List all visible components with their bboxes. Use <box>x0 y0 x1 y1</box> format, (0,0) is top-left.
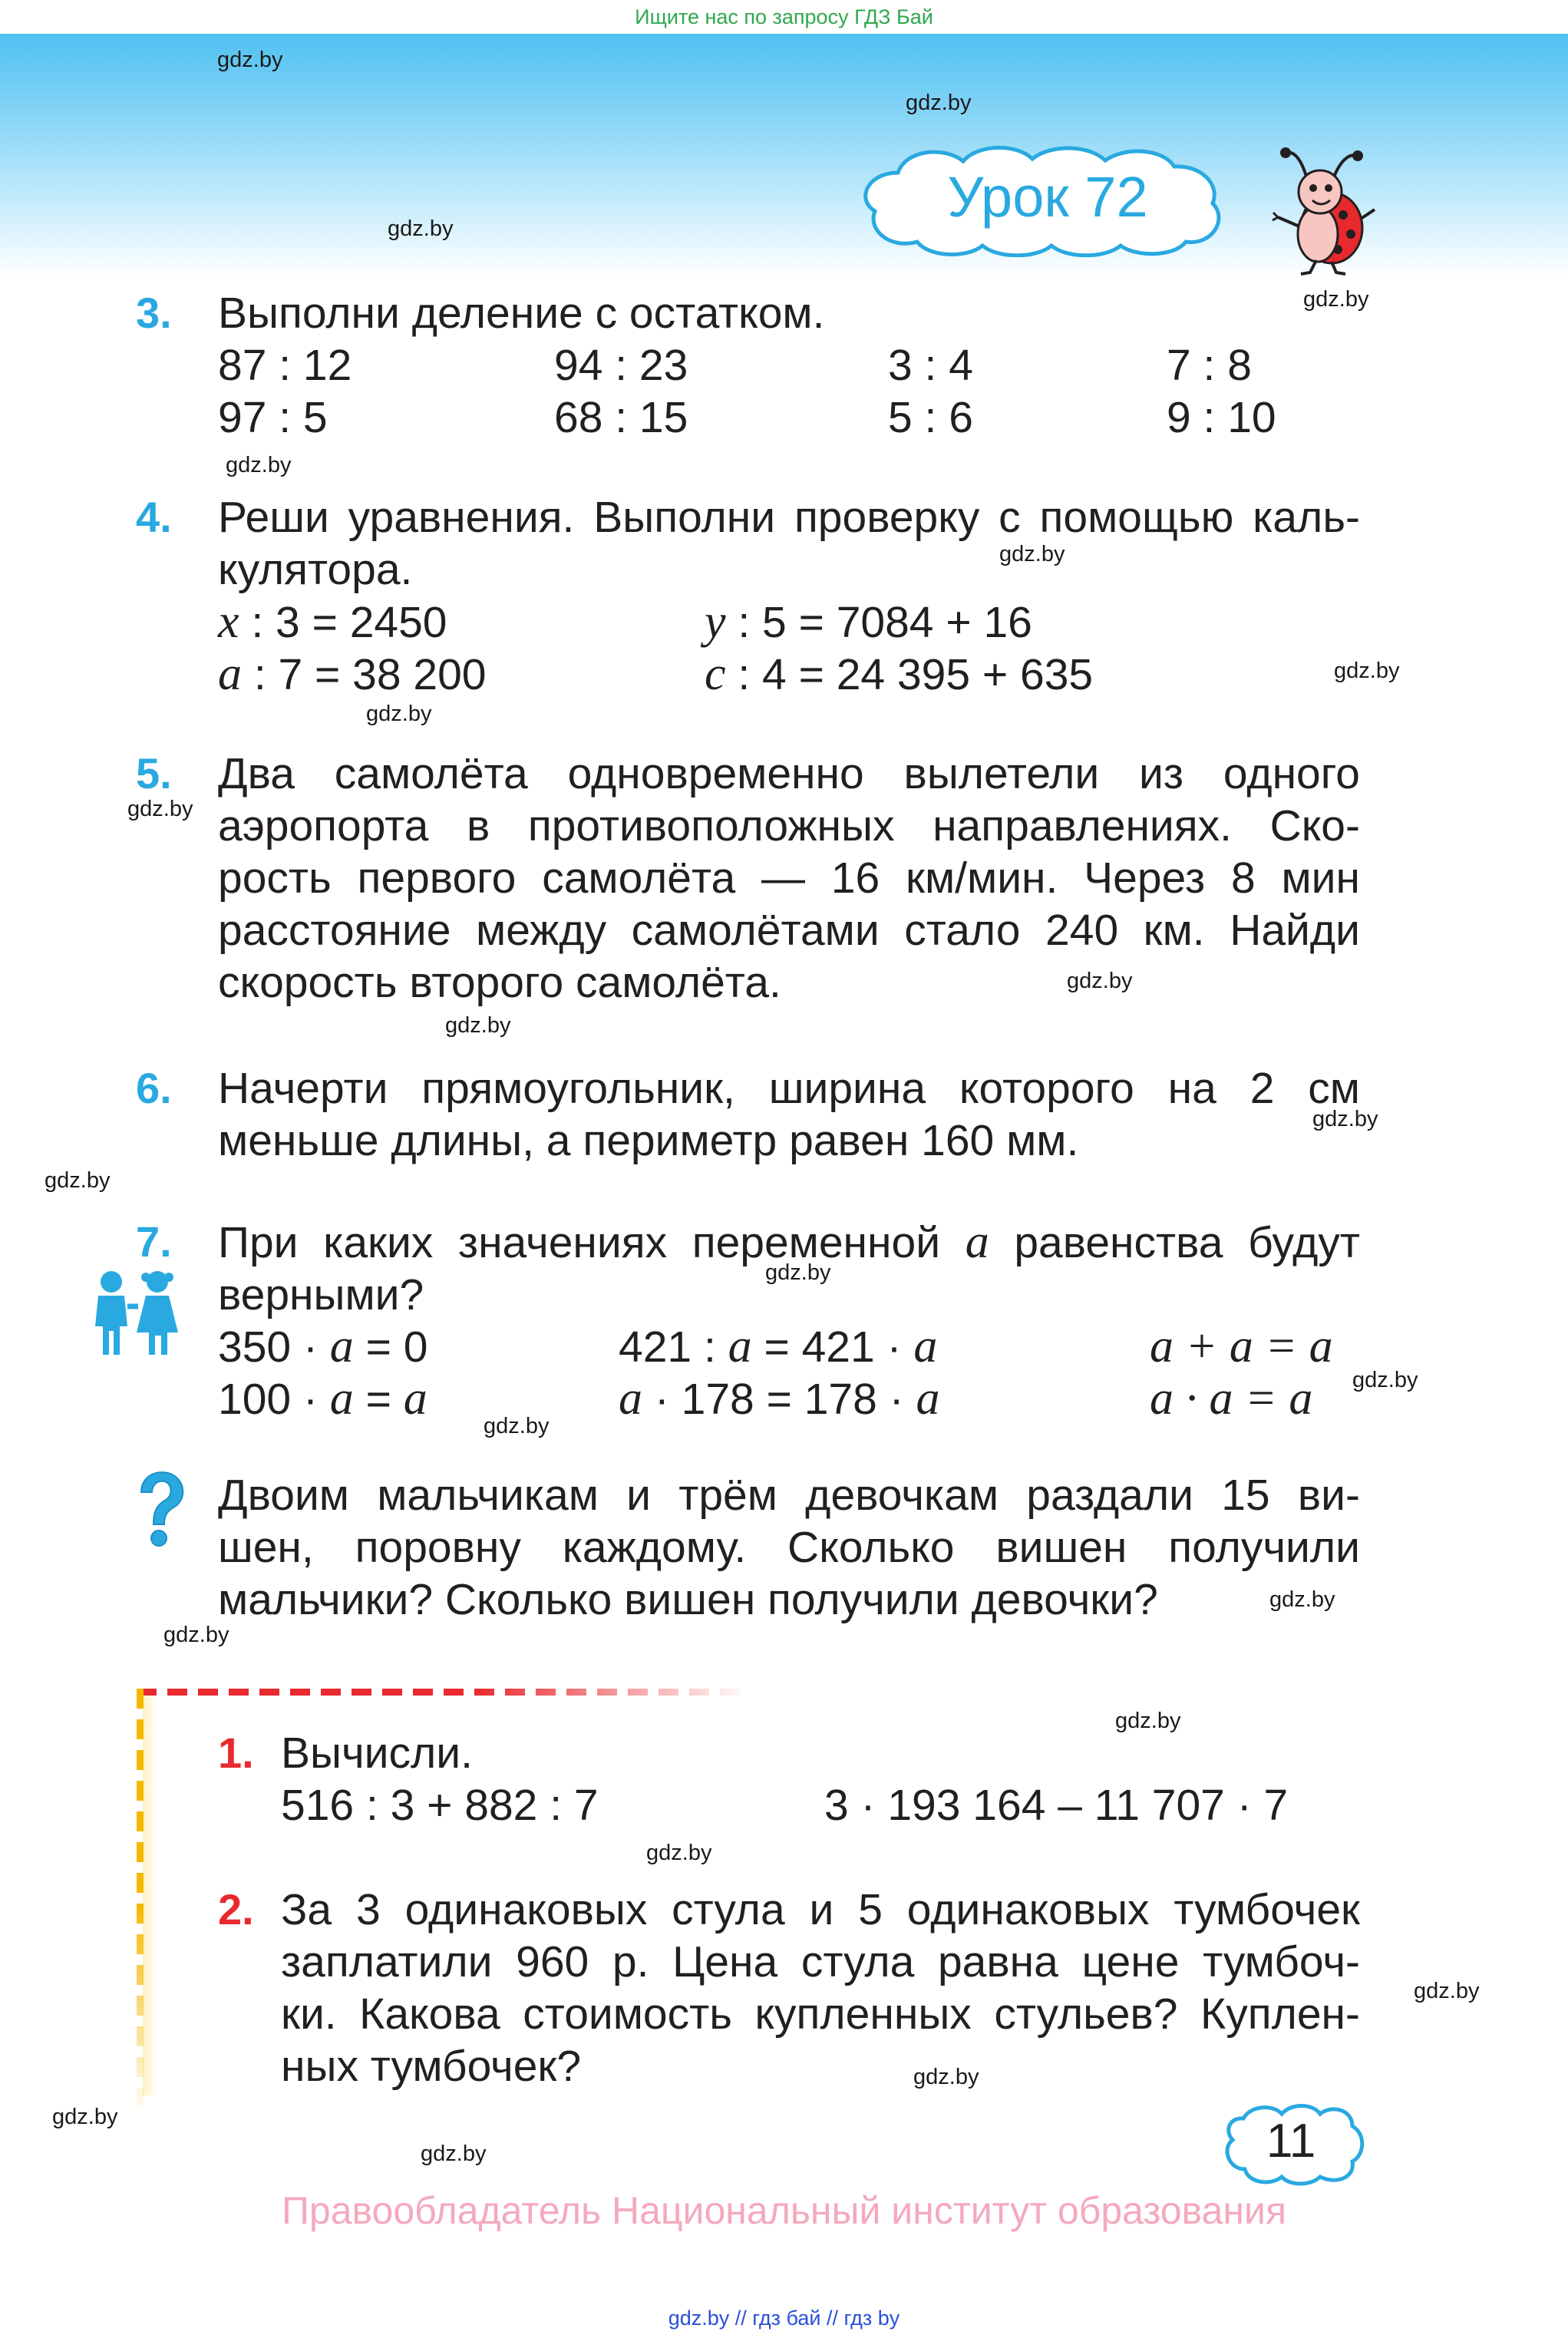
review-box-left-border <box>137 1689 144 2118</box>
pair-work-icon <box>84 1266 184 1359</box>
lesson-title: Урок 72 <box>947 165 1148 229</box>
watermark: gdz.by <box>484 1414 550 1438</box>
watermark: gdz.by <box>1414 1979 1480 2003</box>
review-2-line: ных тумбочек? <box>281 2042 582 2091</box>
watermark: gdz.by <box>1312 1107 1378 1131</box>
watermark: gdz.by <box>646 1841 712 1865</box>
task-7-equality: a + a = a <box>1150 1320 1333 1372</box>
watermark: gdz.by <box>421 2142 487 2166</box>
watermark: gdz.by <box>1269 1587 1335 1612</box>
top-note[interactable]: Ищите нас по запросу ГДЗ Бай <box>0 0 1568 34</box>
watermark: gdz.by <box>1352 1368 1418 1392</box>
watermark: gdz.by <box>906 91 972 115</box>
task-7-equality: a · a = a <box>1150 1372 1313 1425</box>
task-4-number: 4. <box>136 493 172 541</box>
task-3-expr: 87 : 12 <box>218 341 352 390</box>
review-2-line: За 3 одинаковых стула и 5 одинаковых тумбочек <box>281 1885 1360 1934</box>
task-7-equality: a · 178 = 178 · a <box>619 1372 940 1425</box>
task-6-number: 6. <box>136 1064 172 1112</box>
task-5-line: рость первого самолёта — 16 км/мин. Через 8 мин <box>218 854 1360 903</box>
watermark: gdz.by <box>217 48 283 72</box>
task-4-equation: a : 7 = 38 200 <box>218 648 487 700</box>
task-7-equality: 421 : a = 421 · a <box>619 1320 938 1372</box>
watermark: gdz.by <box>1115 1709 1181 1733</box>
task-5-line: аэропорта в противоположных направлениях. Ско- <box>218 801 1360 850</box>
page-number: 11 <box>1266 2115 1316 2168</box>
task-4-line: Реши уравнения. Выполни проверку с помощью каль- <box>218 493 1360 542</box>
puzzle-text <box>218 1469 1360 1626</box>
task-6-text <box>218 1062 1360 1167</box>
task-3-expr: 5 : 6 <box>888 393 973 442</box>
task-7-equality: 100 · a = a <box>218 1372 427 1425</box>
task-3-number: 3. <box>136 289 172 337</box>
ladybug-icon <box>1270 142 1378 276</box>
footer-links[interactable]: gdz.by // гдз бай // гдз by <box>668 2307 900 2330</box>
task-3-expr: 97 : 5 <box>218 393 328 442</box>
review-1-expr: 516 : 3 + 882 : 7 <box>281 1781 599 1830</box>
puzzle-line: шен, поровну каждому. Сколько вишен получили <box>218 1523 1360 1572</box>
task-7-text <box>218 1216 1360 1321</box>
review-1-number: 1. <box>218 1729 254 1777</box>
watermark: gdz.by <box>127 797 193 821</box>
task-7-number: 7. <box>136 1217 172 1266</box>
review-2-line: заплатили 960 р. Цена стула равна цене тумбоч- <box>281 1937 1360 1986</box>
review-2-line: ки. Какова стоимость купленных стульев? Куплен- <box>281 1990 1360 2039</box>
review-box-glow <box>143 1696 158 2095</box>
task-3-expr: 9 : 10 <box>1167 393 1276 442</box>
review-box-top-border <box>137 1689 751 1696</box>
task-3-expr: 3 : 4 <box>888 341 973 390</box>
task-6-line: Начерти прямоугольник, ширина которого на 2 см <box>218 1064 1360 1113</box>
watermark: gdz.by <box>765 1260 831 1285</box>
task-7-line: При каких значениях переменной a равенства будут <box>218 1216 1360 1268</box>
watermark: gdz.by <box>52 2105 118 2129</box>
task-4-equation: x : 3 = 2450 <box>218 596 447 648</box>
puzzle-line: Двоим мальчикам и трём девочкам раздали 15 ви- <box>218 1471 1360 1520</box>
task-4-text <box>218 491 1360 596</box>
task-7-equality: 350 · a = 0 <box>218 1320 428 1372</box>
watermark: gdz.by <box>1303 287 1369 312</box>
watermark: gdz.by <box>999 542 1065 566</box>
watermark: gdz.by <box>1067 969 1133 993</box>
task-3-expr: 7 : 8 <box>1167 341 1252 390</box>
watermark: gdz.by <box>45 1168 111 1193</box>
review-2-text <box>281 1884 1360 2092</box>
task-4-equation: c : 4 = 24 395 + 635 <box>705 648 1094 700</box>
task-4-equation: y : 5 = 7084 + 16 <box>705 596 1032 648</box>
task-7-line: верными? <box>218 1270 424 1319</box>
watermark: gdz.by <box>1334 659 1400 683</box>
watermark: gdz.by <box>226 453 292 477</box>
task-3-expr: 94 : 23 <box>554 341 688 390</box>
task-5-line: расстояние между самолётами стало 240 км. Найди <box>218 906 1360 955</box>
watermark: gdz.by <box>163 1623 229 1647</box>
task-5-number: 5. <box>136 749 172 797</box>
question-mark-icon <box>130 1468 192 1547</box>
task-3-expr: 68 : 15 <box>554 393 688 442</box>
task-6-line: меньше длины, а периметр равен 160 мм. <box>218 1116 1079 1165</box>
task-5-text <box>218 748 1360 1009</box>
task-5-line: Два самолёта одновременно вылетели из одного <box>218 749 1360 798</box>
copyright: Правообладатель Национальный институт образования <box>281 2189 1287 2232</box>
watermark: gdz.by <box>366 702 432 726</box>
review-1-expr: 3 · 193 164 – 11 707 · 7 <box>824 1781 1289 1830</box>
watermark: gdz.by <box>445 1013 511 1038</box>
task-3-text: Выполни деление с остатком. <box>218 289 825 338</box>
review-2-number: 2. <box>218 1885 254 1933</box>
puzzle-line: мальчики? Сколько вишен получили девочки? <box>218 1575 1158 1624</box>
task-5-line: скорость второго самолёта. <box>218 958 781 1007</box>
task-4-line: кулятора. <box>218 545 413 594</box>
watermark: gdz.by <box>913 2065 979 2089</box>
review-1-text: Вычисли. <box>281 1729 473 1778</box>
watermark: gdz.by <box>388 216 454 241</box>
